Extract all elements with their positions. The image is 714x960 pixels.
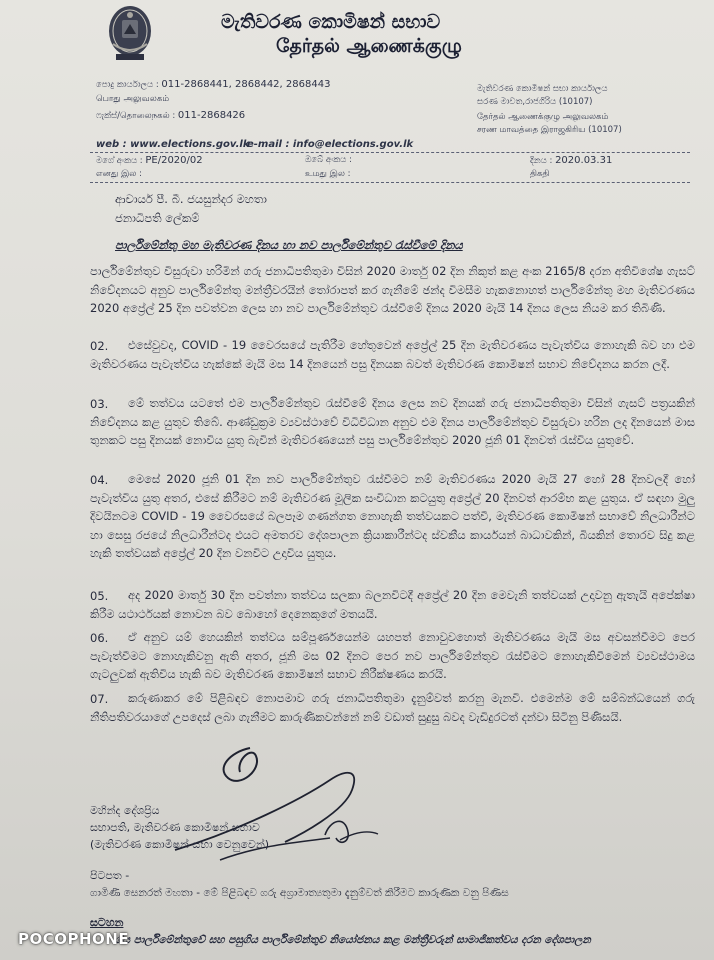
camera-watermark: POCOPHONE — [18, 930, 130, 948]
phone-label: පොදු කාර්යාලය : — [96, 80, 162, 90]
paragraph-4: මෙසේ 2020 ජූනි 01 දින නව පාර්ලිමේන්තුව රැස්වීමට නම් මැතිවරණය 2020 මැයි 27 හෝ 28 දිනවලදී හෝ පැවැත්විය යුතු අතර, එසේ කිරීමට නම් මැතිවරණ මූලික සංවිධාන කටයුතු අප්‍රේල් 20 දිනවත් ආරම්භ කළ යුතුය. ඒ සඳහා මුලු දිවයිනටම COVID - 19 වෛරසයේ බලපෑම ගණන්ගත නොහැකි තත්වයකට පත්වී, මැතිවරණ කොමිෂන් සභාවේ නිලධාරීන්ට හා සෙසු රජයේ නිලධාරීන්ටද එයට අමතරව දේශපාලන ක්‍රියාකාරීන්ටද ස්වකීය කාර්යයන් බාධාවකින්, බියකින් තොරව සිදු කළ හැකි තත්වයක් අප්‍රේල් 20 දින වනවිට උදාවිය යුතුය. — [90, 472, 695, 561]
copy-line-1: ගාමිණී සෙනරත් මහතා - මේ පිළිබඳව ගරු අග්‍රාමාත්‍යතුමා දැනුම්වත් කිරීමට කාරුණික වනු පිණිස — [90, 887, 509, 899]
subject-heading: පාර්ලිමේන්තු මහ මැතිවරණ දිනය හා නව පාර්ලිමේන්තුව රැස්වීමේ දිනය — [115, 238, 463, 252]
paragraph-5: අද 2020 මාර්තු 30 දින පවත්නා තත්වය සලකා බලනවිටදී අප්‍රේල් 20 දින මෙවැනි තත්වයක් උදාවනු ඇතැයි අපේක්ෂා කිරීම යථාර්ථයක් නොවන බව බොහෝ දෙනෙකුගේ මතයයි. — [90, 588, 695, 621]
paragraph-3: මේ තත්වය යටතේ එම පාර්ලිමේන්තුව රැස්වීමේ දිනය ලෙස නව දිනයක් ගරු ජනාධිපතිතුමා විසින් ගැසට් පත්‍රයකින් නිවේදනය කළ යුතුව තිබේ. ආණ්ඩුක්‍රම ව්‍යවස්ථාවේ විධිවිධාන අනුව එම දිනය පාර්ලිමේන්තුව විසුරුවා හරින ලද දිනයෙන් මාස තුනකට පසු දිනයක් නොවිය යුතු බැවින් මැතිවරණයෙන් පසු පාර්ලිමේන්තුව 2020 ජූනි 01 දිනවත් රැස්විය යුතුවේ. — [90, 396, 695, 448]
date-value: 2020.03.31 — [555, 155, 613, 166]
recipient-name: ආචාර්ය පී. බී. ජයසුන්දර මහතා — [115, 192, 267, 206]
my-ref-label: මගේ අංකය : — [96, 156, 146, 166]
paragraph-number-2: 02. — [90, 339, 109, 353]
signatory-title: සභාපති, මැතිවරණ කොමිෂන් සභාව — [90, 821, 260, 834]
paragraph-2: එසේවුවද, COVID - 19 වෛරසයේ පැතිරීම හේතුවෙන් අප්‍රේල් 25 දින මැතිවරණය පැවැත්විය නොහැකි බව හා එම මැතිවරණය පැවැත්විය හැක්කේ මැයි මස 14 දිනයෙන් පසු දිනයක බවත් මැතිවරණ කොමිෂන් සභාව නිවේදනය කරන ලදී. — [90, 338, 695, 371]
paragraph-6: ඒ අනුව යම් හෙයකින් තත්වය සම්පූර්ණයෙන්ම යහපත් නොවුවහොත් මැතිවරණය මැයි මස අවසන්වීමට පෙර පැවැත්වීමට නොහැකිවනු ඇති අතර, ජූනි මස 02 දිනට පෙර නව පාර්ලිමේන්තුව රැස්වීමට නොහැකිවීමෙන් ව්‍යවස්ථාමය ගැටලුවක් ඇතිවිය හැකි බව මැතිවරණ කොමිෂන් සභාව නිරීක්ෂණය කරයි. — [90, 630, 695, 682]
phone-value: 011-2868441, 2868442, 2868443 — [161, 79, 331, 90]
your-ref-label-tamil: உமது இல : — [305, 169, 351, 179]
commission-title-tamil: தேர்தல் ஆணைக்குழு — [276, 35, 462, 57]
paragraph-number-5: 05. — [90, 589, 109, 603]
web-label: web : — [96, 139, 131, 150]
signatory-on-behalf: (මැතිවරණ කොමිෂන් සභා වෙනුවෙන්) — [90, 838, 270, 851]
date-label: දිනය : — [530, 156, 556, 166]
signatory-name: මහින්ද දේශප්‍රිය — [90, 804, 160, 817]
your-ref-label: ඔබේ අංකය : — [305, 155, 352, 165]
recipient-title: ජනාධිපති ලේකම් — [115, 211, 200, 225]
copy-label: පිටපත - — [90, 869, 130, 882]
phone-label-tamil: பொது அலுவலகம் — [96, 94, 170, 104]
date-label-tamil: திகதி — [530, 169, 550, 179]
address-line-2: සරණ මාවත,රාජගිරිය (10107) — [477, 97, 593, 107]
fax-value: 011-2868426 — [177, 110, 246, 121]
note-line-1: ගිය පාර්ලිමේන්තුවේ සහ පසුගිය පාර්ලිමේන්තුව නියෝජනය කළ මන්ත්‍රීවරුන් සාමාජිකත්වය දරන දේශපාලන — [115, 934, 591, 946]
paragraph-1: පාර්ලිමේන්තුව විසුරුවා හරිමින් ගරු ජනාධිපතිතුමා විසින් 2020 මාර්තු 02 දින නිකුත් කළ අංක 2165/8 දරන අතිවිශේෂ ගැසට් නිවේදනයට අනුව පාර්ලිමේන්තු මන්ත්‍රීවරයින් තෝරාපත් කර ගැනීමේ ඡන්ද විමසීම හැකනොහත් පාර්ලිමේන්තු මහ මැතිවරණය 2020 අප්‍රේල් 25 දින පවත්වන ලෙස හා නව පාර්ලිමේන්තුව රැස්වීමේ දිනය 2020 මැයි 14 දිනය ලෙස නියම කර තිබිණි. — [90, 264, 695, 316]
commission-title-sinhala: මැතිවරණ කොමිෂන් සභාව — [221, 11, 441, 33]
fax-label: ෆැක්ස්/தொலைநகல் : — [96, 111, 178, 121]
my-ref-value: PE/2020/02 — [145, 155, 203, 166]
my-ref-label-tamil: எனது இல : — [96, 169, 142, 179]
paragraph-number-4: 04. — [90, 473, 109, 487]
note-label: සටහන — [90, 916, 124, 929]
paragraph-7: කරුණාකර මේ පිළිබඳව නොපමාව ගරු ජනාධිපතිතුමා දැනුම්වත් කරනු මැනවි. එමෙන්ම මේ සම්බන්ධයෙන් ගරු නීතිපතිවරයාගේ උපදෙස් ලබා ගැනීමට කාරුණිකවන්නේ නම් වඩාත් සුදුසු බවද වැඩිදුරටත් දන්වා සිටිනු පිණිසයි. — [90, 691, 695, 724]
address-line-4: சரண மாவத்தை இராஜகிரிய (10107) — [477, 125, 622, 135]
address-line-1: මැතිවරණ කොමිෂන් සභා කාර්යාලය — [477, 84, 608, 94]
email-label: e-mail : — [247, 139, 293, 150]
paragraph-number-3: 03. — [90, 397, 109, 411]
address-line-3: தேர்தல் ஆணைக்குழு அலுவலகம் — [477, 112, 609, 122]
paragraph-number-6: 06. — [90, 631, 109, 645]
web-link[interactable]: www.elections.gov.lk — [130, 139, 250, 150]
email-link[interactable]: info@elections.gov.lk — [292, 139, 414, 150]
paragraph-number-7: 07. — [90, 692, 109, 706]
